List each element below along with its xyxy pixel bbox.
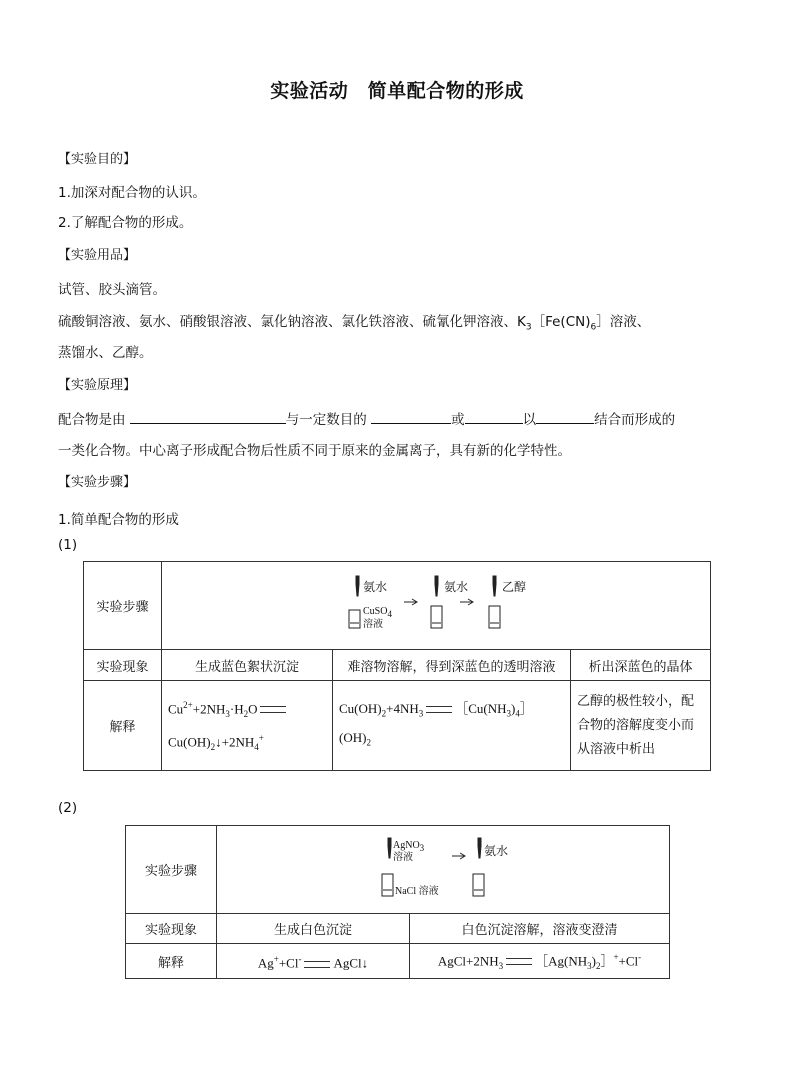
table1-explain-3: 乙醇的极性较小，配 合物的溶解度变小而 从溶液中析出 [571, 681, 711, 771]
table1-step-diagram [162, 562, 711, 650]
diagram1-reagent-3: 乙醇 [502, 579, 527, 594]
diagram1-reagent-1: 氨水 [363, 579, 388, 594]
steps-subheading: 1.简单配合物的形成 [58, 512, 179, 528]
experiment-1-table [83, 561, 711, 771]
materials-line-1: 试管、胶头滴管。 [58, 282, 166, 298]
table1-equation-2: $Cu(OH)_2+4NH_3$ $[Cu(NH_3)_4]$ $(OH)_2$ [333, 681, 571, 771]
table2-equation-2: $AgCl+2NH_3$ $[Ag(NH_3)_2]^++Cl^-$ [410, 944, 670, 979]
diagram2-reagent-2: 氨水 [484, 843, 509, 858]
table2-equation-1: Ag++Cl- AgCl↓ [217, 944, 410, 979]
table1-phenomenon-1: 生成蓝色絮状沉淀 [162, 650, 333, 681]
diagram2-reagent-1-line2: 溶液 [393, 851, 413, 863]
principle-line-1: 配合物是由 与一定数目的 或 以 结合而形成的 [58, 412, 676, 428]
diagram2-tube-label: NaCl 溶液 [395, 885, 439, 897]
table2-step-label: 实验步骤 [126, 826, 217, 914]
diagram2-reagent-1: AgNO$_3$ [393, 839, 425, 853]
table1-phenomenon-label: 实验现象 [84, 650, 162, 681]
table1-equation-1: $Cu^{2+}+2NH_3\cdot H_2O$ $Cu(OH)_2↓+2NH_4^+$ [162, 681, 333, 771]
principle-line-2: 一类化合物。中心离子形成配合物后性质不同于原来的金属离子，具有新的化学特性。 [58, 443, 571, 459]
table1-step-label: 实验步骤 [84, 562, 162, 650]
page-title: 实验活动 简单配合物的形成 [270, 80, 524, 102]
materials-line-3: 蒸馏水、乙醇。 [58, 345, 153, 361]
materials-line-2: 硫酸铜溶液、氨水、硝酸银溶液、氯化钠溶液、氯化铁溶液、硫氰化钾溶液、$K_3[Fe(CN)_6]$溶液、 [58, 314, 651, 333]
equals-sign [260, 706, 286, 713]
equals-sign [426, 706, 452, 713]
table2-phenomenon-1: 生成白色沉淀 [217, 914, 410, 944]
diagram1-reagent-2: 氨水 [444, 579, 469, 594]
purpose-item-1: 1.加深对配合物的认识。 [58, 185, 206, 201]
purpose-heading: 【实验目的】 [58, 152, 137, 167]
equals-sign [506, 958, 532, 965]
materials-heading: 【实验用品】 [58, 248, 137, 263]
experiment-2-table [125, 825, 670, 979]
table2-step-diagram [217, 826, 670, 914]
table1-explain-label: 解释 [84, 681, 162, 771]
table2-explain-label: 解释 [126, 944, 217, 979]
steps-heading: 【实验步骤】 [58, 475, 137, 490]
table2-phenomenon-label: 实验现象 [126, 914, 217, 944]
diagram1-tube-label: CuSO$_4$ [363, 605, 392, 619]
fill-blank-2[interactable] [371, 410, 451, 424]
diagram1-tube-label-2: 溶液 [363, 618, 383, 630]
fill-blank-3[interactable] [465, 410, 523, 424]
principle-heading: 【实验原理】 [58, 378, 137, 393]
table1-phenomenon-2: 难溶物溶解，得到深蓝色的透明溶液 [333, 650, 571, 681]
experiment-2-label: (2) [58, 800, 78, 816]
experiment-1-label: (1) [58, 537, 78, 553]
fill-blank-1[interactable] [130, 410, 286, 424]
equals-sign [304, 961, 330, 968]
table2-phenomenon-2: 白色沉淀溶解，溶液变澄清 [410, 914, 670, 944]
fill-blank-4[interactable] [536, 410, 594, 424]
purpose-item-2: 2.了解配合物的形成。 [58, 215, 193, 231]
table1-phenomenon-3: 析出深蓝色的晶体 [571, 650, 711, 681]
